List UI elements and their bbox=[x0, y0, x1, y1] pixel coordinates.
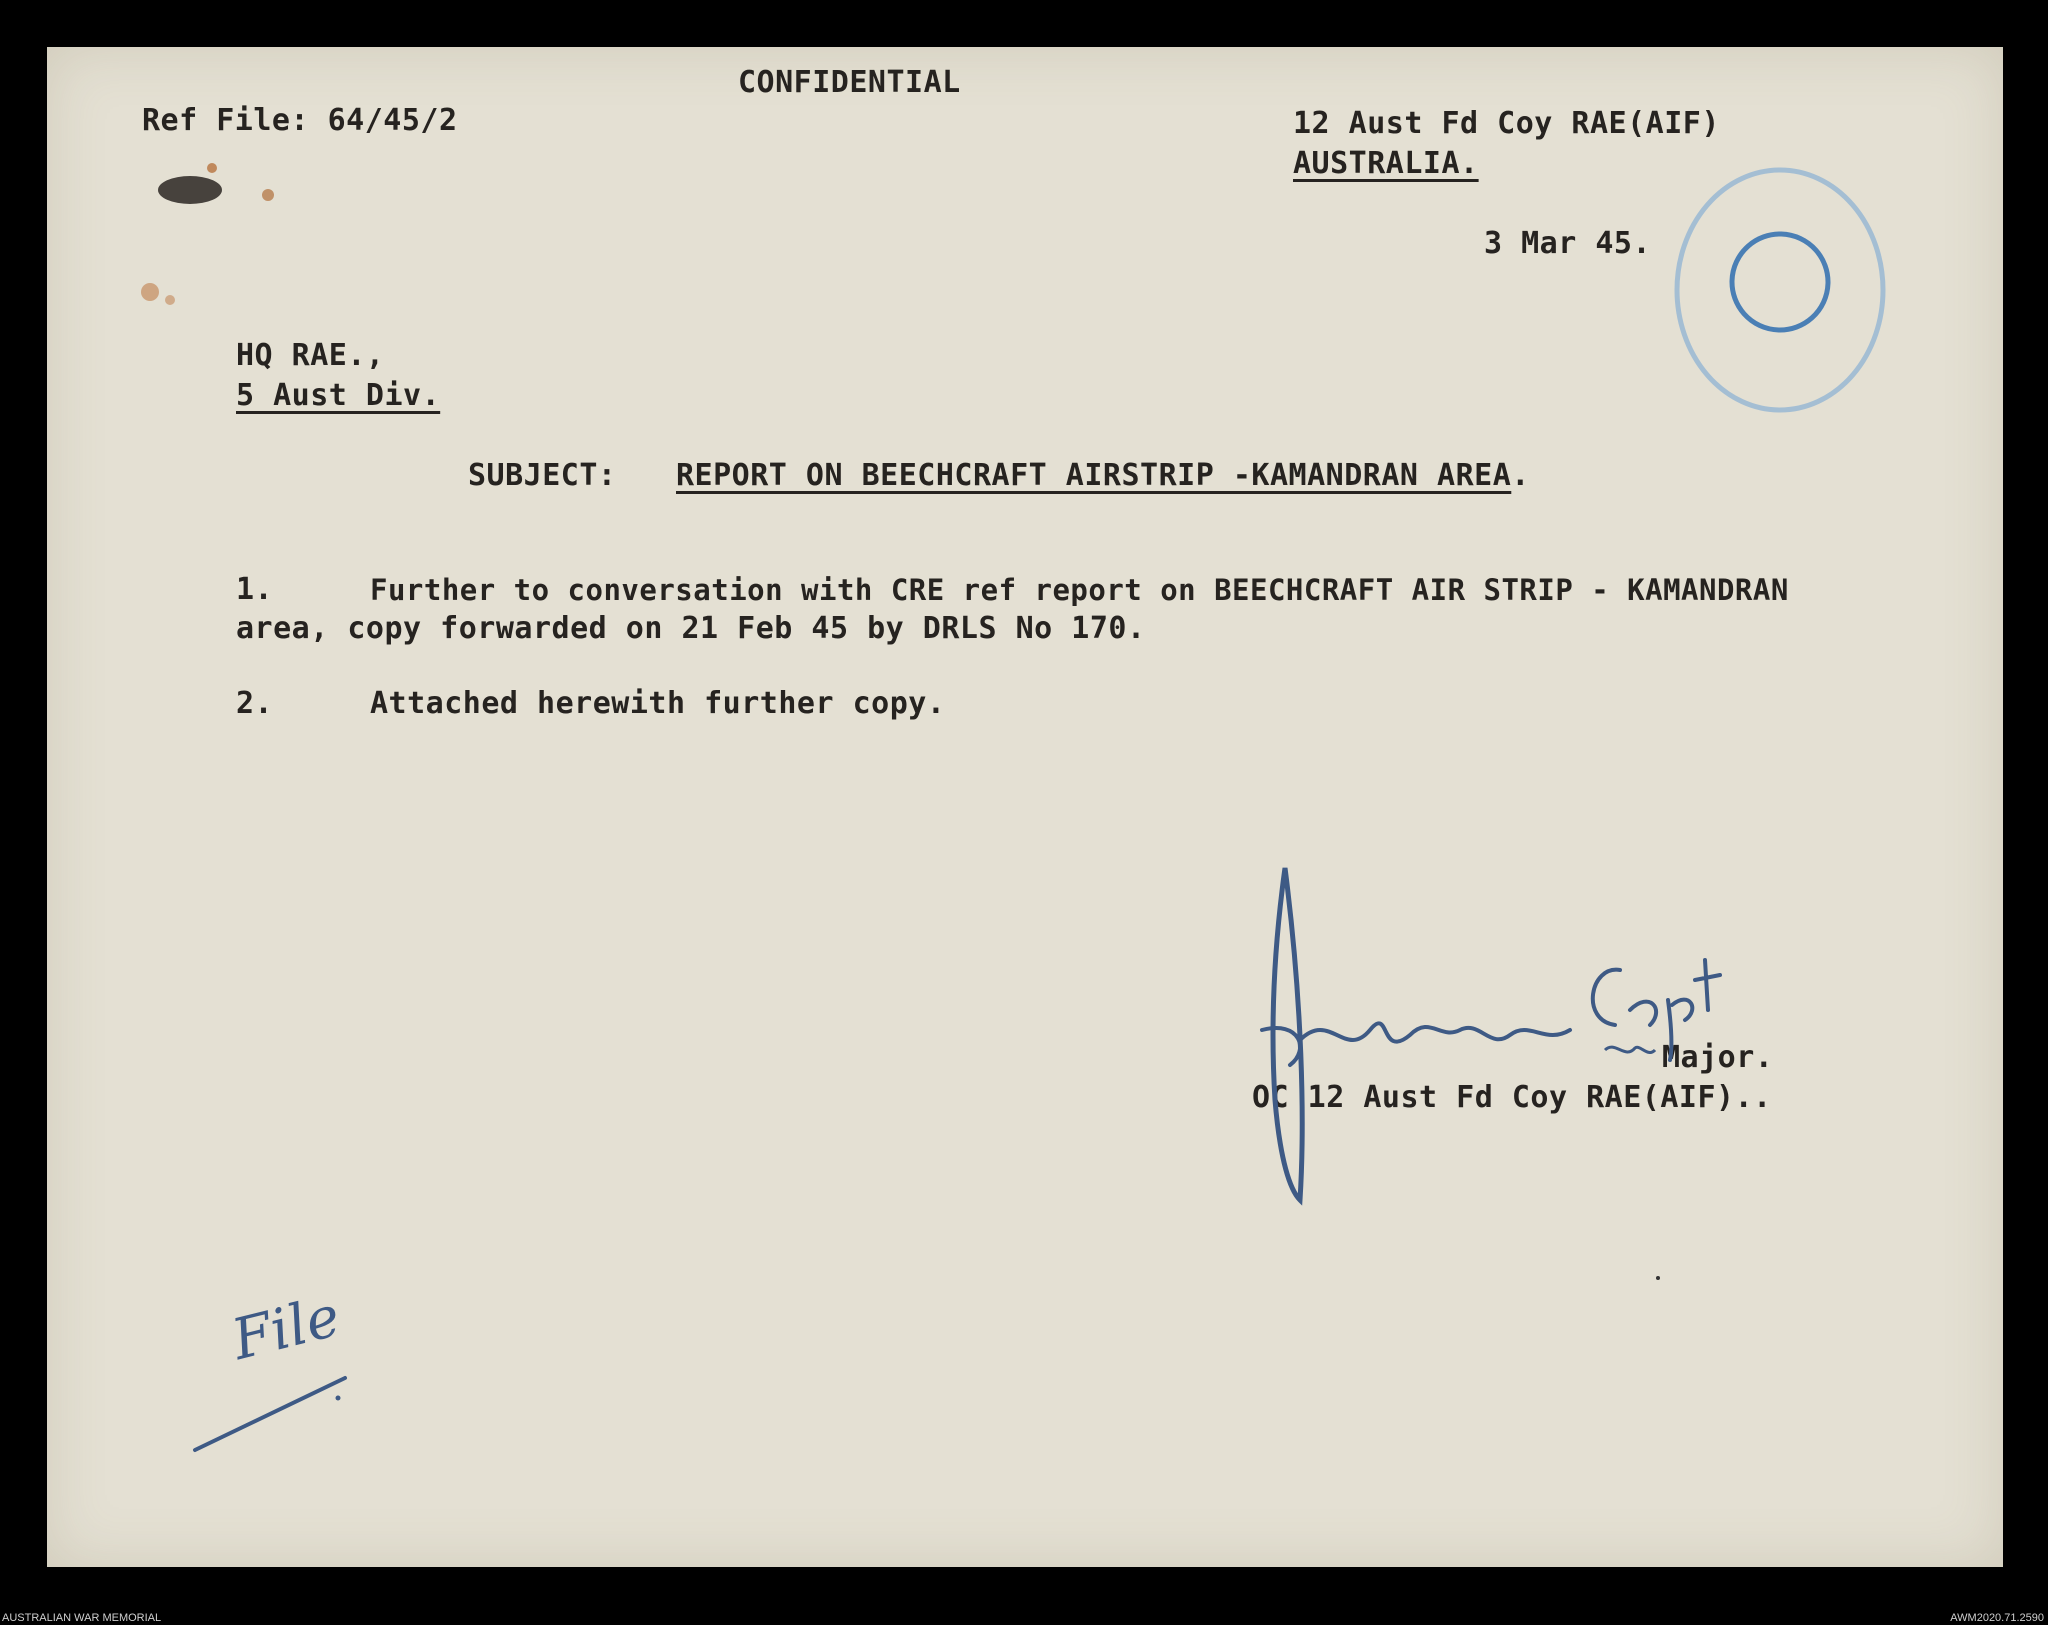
para-1-line-2: area, copy forwarded on 21 Feb 45 by DRLS No 170. bbox=[236, 611, 1146, 646]
sender-unit: 12 Aust Fd Coy RAE(AIF) bbox=[1293, 106, 1720, 141]
file-handwritten-note: File bbox=[226, 1283, 347, 1374]
para-2-number: 2. bbox=[236, 686, 274, 721]
footer-credit: AUSTRALIAN WAR MEMORIAL bbox=[2, 1612, 162, 1624]
addressee-line-2: 5 Aust Div. bbox=[236, 378, 441, 413]
signature-j-stroke bbox=[1273, 868, 1302, 1200]
para-2-text: Attached herewith further copy. bbox=[370, 686, 946, 721]
footer-accession-number: AWM2020.71.2590 bbox=[1950, 1612, 2044, 1624]
sender-location: AUSTRALIA. bbox=[1293, 146, 1479, 181]
file-dot bbox=[336, 1396, 341, 1401]
handwritten-o-mark bbox=[1718, 220, 1841, 343]
subject-label: SUBJECT: bbox=[468, 458, 617, 493]
signature-for-scrawl bbox=[1605, 1047, 1655, 1052]
para-1-number: 1. bbox=[236, 572, 274, 607]
signature-block: OC 12 Aust Fd Coy RAE(AIF).. bbox=[1252, 1080, 1772, 1115]
para-1-line-1: Further to conversation with CRE ref report on BEECHCRAFT AIR STRIP - KAMANDRAN bbox=[370, 573, 1789, 607]
subject-text: REPORT ON BEECHCRAFT AIRSTRIP -KAMANDRAN AREA bbox=[676, 458, 1512, 493]
subject-end: . bbox=[1511, 458, 1530, 493]
blue-circle-mark bbox=[1677, 170, 1883, 410]
file-underline-stroke bbox=[195, 1378, 345, 1450]
signatory-rank: Major. bbox=[1662, 1040, 1774, 1075]
addressee-line-1: HQ RAE., bbox=[236, 338, 385, 373]
classification-label: CONFIDENTIAL bbox=[738, 65, 961, 100]
letter-date: 3 Mar 45. bbox=[1484, 226, 1652, 261]
signature-scrawl bbox=[1262, 960, 1720, 1065]
ref-file: Ref File: 64/45/2 bbox=[142, 103, 458, 138]
